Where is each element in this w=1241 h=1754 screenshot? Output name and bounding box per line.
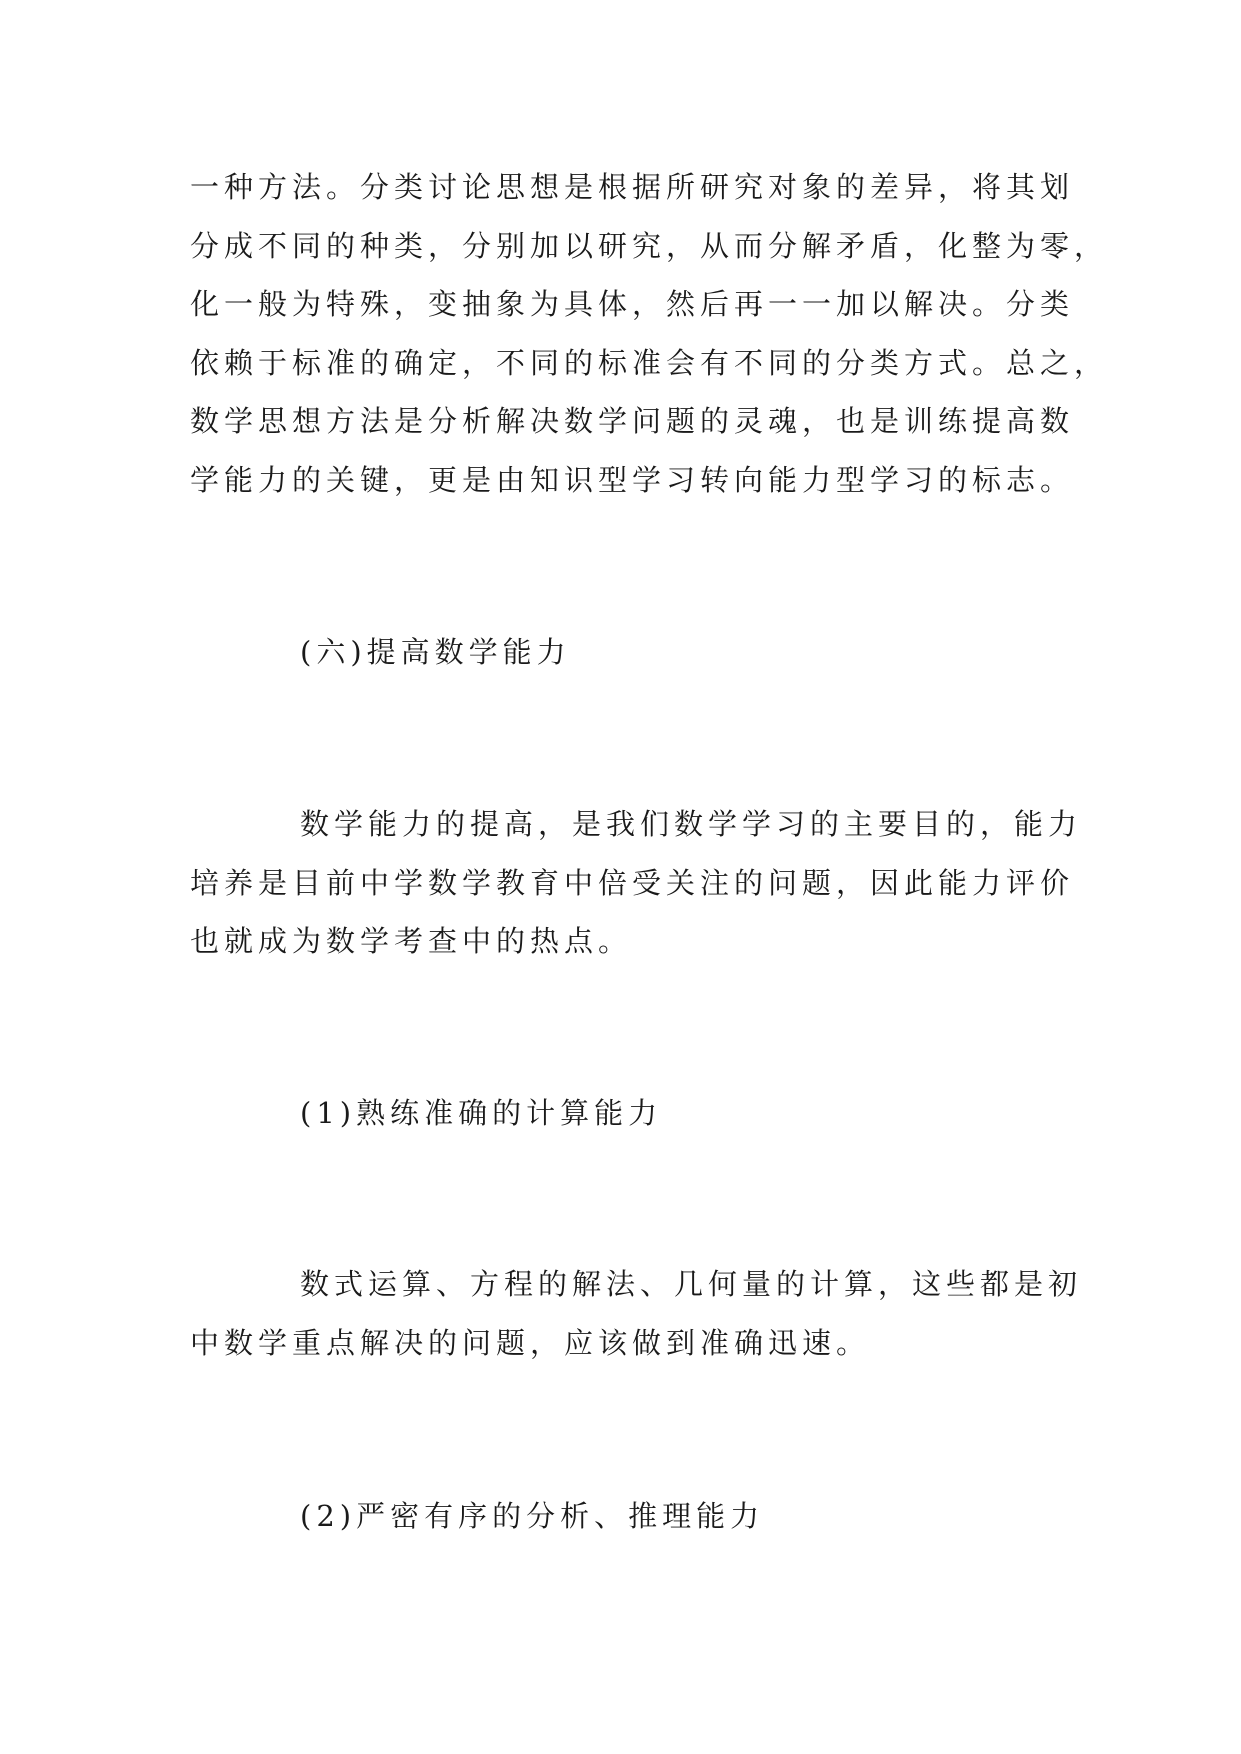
subsection-heading: (1)熟练准确的计算能力 [300, 1096, 663, 1130]
text-line: 培养是目前中学数学教育中倍受关注的问题，因此能力评价 [190, 866, 1075, 900]
text-line: 也就成为数学考查中的热点。 [190, 924, 633, 958]
subsection-heading: (2)严密有序的分析、推理能力 [300, 1499, 765, 1533]
text-line: 数学思想方法是分析解决数学问题的灵魂，也是训练提高数 [190, 404, 1075, 438]
text-line: 学能力的关键，更是由知识型学习转向能力型学习的标志。 [190, 463, 1075, 497]
section-heading: (六)提高数学能力 [300, 635, 571, 669]
text-line: 分成不同的种类，分别加以研究，从而分解矛盾，化整为零， [190, 229, 1109, 263]
text-line: 数式运算、方程的解法、几何量的计算，这些都是初 [300, 1267, 1083, 1301]
text-line: 依赖于标准的确定，不同的标准会有不同的分类方式。总之， [190, 346, 1109, 380]
text-line: 化一般为特殊，变抽象为具体，然后再一一加以解决。分类 [190, 287, 1075, 321]
text-line: 中数学重点解决的问题，应该做到准确迅速。 [190, 1326, 871, 1360]
text-line: 数学能力的提高，是我们数学学习的主要目的，能力 [300, 807, 1083, 841]
text-line: 一种方法。分类讨论思想是根据所研究对象的差异，将其划 [190, 170, 1075, 204]
